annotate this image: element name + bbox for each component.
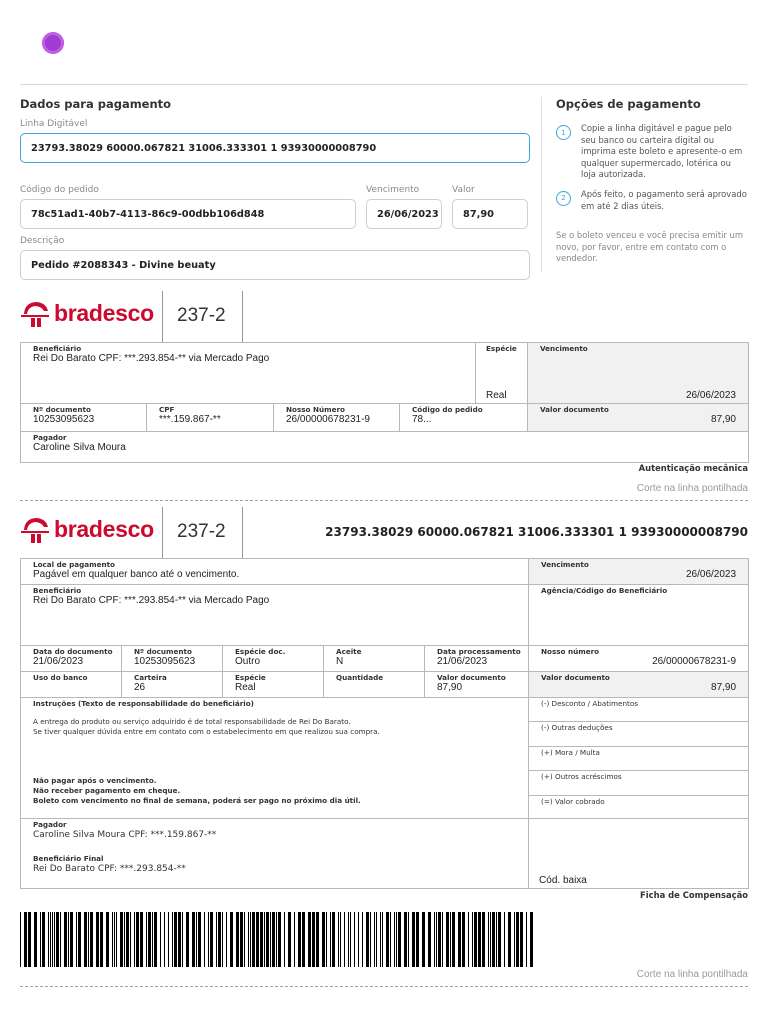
instrucoes-line: Se tiver qualquer dúvida entre em contato com o estabelecimento em que realizou sua compra. — [33, 726, 380, 736]
barcode-bar — [474, 912, 477, 967]
barcode-bar — [422, 912, 425, 967]
ndoc-label: Nº documento — [134, 647, 192, 656]
slip-aceite-cell — [324, 646, 425, 672]
vencimento-value: 26/06/2023 — [685, 568, 737, 580]
barcode-bar — [106, 912, 109, 967]
barcode-bar — [492, 912, 495, 967]
barcode-bar — [496, 912, 497, 967]
bank-code: 237-2 — [177, 305, 226, 326]
barcode-bar — [134, 912, 135, 967]
barcode-bar — [380, 912, 381, 967]
aceite-value: N — [336, 655, 344, 667]
barcode-bar — [208, 912, 209, 967]
beneficiario-label: Beneficiário — [33, 344, 82, 353]
bradesco-tree-icon — [20, 299, 50, 327]
barcode-bar — [54, 912, 55, 967]
pagador-value: Caroline Silva Moura CPF: ***.159.867-** — [33, 829, 217, 840]
slip-data-doc-cell — [21, 646, 122, 672]
slip-agencia-cell — [529, 585, 749, 646]
barcode-bar — [446, 912, 449, 967]
barcode-bar — [248, 912, 249, 967]
barcode-bar — [520, 912, 523, 967]
pagador-value: Caroline Silva Moura — [33, 441, 126, 453]
barcode-bar — [182, 912, 183, 967]
barcode-bar — [100, 912, 103, 967]
barcode-bar — [270, 912, 271, 967]
barcode-bar — [350, 912, 351, 967]
barcode-bar — [298, 912, 301, 967]
barcode-bar — [326, 912, 327, 967]
data-documento-label: Data do documento — [33, 647, 113, 656]
barcode-bar — [472, 912, 473, 967]
nosso-numero-label: Nosso Número — [286, 405, 345, 414]
payment-options-title: Opções de pagamento — [556, 97, 701, 111]
barcode-bar — [216, 912, 217, 967]
barcode-bar — [288, 912, 291, 967]
barcode-bar — [240, 912, 243, 967]
receipt-pagador-cell — [21, 432, 749, 463]
carteira-label: Carteira — [134, 673, 167, 682]
barcode-bar — [478, 912, 481, 967]
barcode-bar — [428, 912, 431, 967]
barcode-bar — [408, 912, 409, 967]
bank-logo — [20, 299, 154, 327]
slip-valor-doc-cell — [425, 672, 529, 698]
barcode-bar — [192, 912, 195, 967]
cpf-value: ***.159.867-** — [159, 413, 221, 425]
barcode-bar — [340, 912, 341, 967]
receipt-beneficiario-cell — [21, 343, 476, 404]
barcode-bar — [186, 912, 189, 967]
autenticacao-mecanica-label: Autenticação mecânica — [638, 463, 748, 473]
barcode-bar — [60, 912, 61, 967]
barcode-bar — [452, 912, 455, 967]
valor-field[interactable] — [452, 199, 528, 229]
desconto-label: (-) Desconto / Abatimentos — [541, 699, 638, 708]
slip-table — [20, 558, 749, 889]
slip-uso-banco-cell — [21, 672, 122, 698]
receipt-ndoc-cell — [21, 404, 147, 432]
barcode-bar — [76, 912, 77, 967]
barcode-bar — [230, 912, 233, 967]
quantidade-label: Quantidade — [336, 673, 384, 682]
barcode-bar — [116, 912, 117, 967]
barcode-bar — [338, 912, 339, 967]
barcode-bar — [374, 912, 375, 967]
barcode-bar — [482, 912, 485, 967]
barcode-bar — [278, 912, 281, 967]
pedido-label: Código do pedido — [412, 405, 483, 414]
barcode-bar — [96, 912, 99, 967]
cut-line-label: Corte na linha pontilhada — [636, 483, 748, 494]
pedido-value: 78... — [412, 413, 432, 425]
barcode-bar — [154, 912, 157, 967]
receipt-especie-cell — [476, 343, 528, 404]
slip-quantidade-cell — [324, 672, 425, 698]
beneficiario-label: Beneficiário — [33, 586, 82, 595]
barcode-bar — [330, 912, 331, 967]
barcode-bar — [526, 912, 527, 967]
ndoc-value: 10253095623 — [134, 655, 196, 667]
barcode — [20, 912, 536, 967]
descricao-field[interactable] — [20, 250, 530, 280]
barcode-bar — [498, 912, 501, 967]
barcode-bar — [366, 912, 369, 967]
slip-pagador-cell — [21, 819, 529, 889]
data-processamento-label: Data processamento — [437, 647, 521, 656]
receipt-cpf-cell — [147, 404, 274, 432]
slip-data-proc-cell — [425, 646, 529, 672]
especie-value: Real — [235, 681, 256, 693]
header-divider — [242, 507, 243, 559]
bradesco-tree-icon — [20, 515, 50, 543]
carteira-value: 26 — [134, 681, 146, 693]
barcode-bar — [168, 912, 169, 967]
slip-local-cell — [21, 559, 529, 585]
barcode-bar — [198, 912, 201, 967]
slip-linha-digitavel[interactable]: 23793.38029 60000.067821 31006.333301 1 93930000008790 — [325, 525, 748, 539]
slip-instrucoes-cell — [21, 698, 529, 819]
payment-data-section — [20, 97, 530, 280]
especie-doc-value: Outro — [235, 655, 261, 667]
barcode-bar — [70, 912, 73, 967]
cod-baixa-label: Cód. baixa — [539, 874, 587, 886]
barcode-bar — [140, 912, 143, 967]
step-number: 2 — [556, 191, 571, 206]
ndoc-label: Nº documento — [33, 405, 91, 414]
barcode-bar — [244, 912, 245, 967]
especie-value: Real — [486, 389, 507, 401]
vencimento-value: 26/06/2023 — [685, 389, 736, 401]
data-processamento-value: 21/06/2023 — [437, 655, 488, 667]
header-divider — [162, 291, 163, 343]
instrucoes-line: A entrega do produto ou serviço adquirido é de total responsabilidade de Rei Do Barato. — [33, 716, 351, 726]
barcode-bar — [442, 912, 443, 967]
barcode-bar — [196, 912, 197, 967]
barcode-bar — [294, 912, 295, 967]
barcode-bar — [382, 912, 383, 967]
instrucoes-label: Instruções (Texto de responsabilidade do beneficiário) — [33, 699, 254, 708]
barcode-bar — [462, 912, 465, 967]
barcode-bar — [88, 912, 89, 967]
linha-digitavel-value: 23793.38029 60000.067821 31006.333301 1 93930000008790 — [31, 142, 377, 154]
barcode-bar — [90, 912, 93, 967]
slip-valor-cobrado-cell — [529, 796, 749, 819]
bank-name: bradesco — [54, 300, 154, 326]
barcode-bar — [222, 912, 223, 967]
slip-especie-cell — [223, 672, 324, 698]
vencimento-label: Vencimento — [540, 344, 588, 353]
barcode-bar — [436, 912, 437, 967]
barcode-bar — [284, 912, 285, 967]
barcode-bar — [354, 912, 355, 967]
barcode-bar — [174, 912, 177, 967]
barcode-bar — [416, 912, 419, 967]
receipt-valor-cell — [528, 404, 749, 432]
merchant-logo — [42, 32, 64, 54]
barcode-bar — [508, 912, 511, 967]
barcode-bar — [218, 912, 221, 967]
barcode-bar — [362, 912, 363, 967]
barcode-bar — [438, 912, 441, 967]
header-divider — [162, 507, 163, 559]
valor-label: Valor — [452, 185, 475, 195]
data-documento-value: 21/06/2023 — [33, 655, 84, 667]
valor-documento-label: Valor documento — [540, 405, 609, 414]
local-pagamento-value: Pagável em qualquer banco até o vencimento. — [33, 568, 240, 580]
valor-documento-value: 87,90 — [711, 681, 737, 693]
barcode-bar — [136, 912, 139, 967]
beneficiario-value: Rei Do Barato CPF: ***.293.854-** via Mercado Pago — [33, 352, 270, 364]
barcode-bar — [348, 912, 349, 967]
aviso-line: Não pagar após o vencimento. — [33, 776, 157, 786]
barcode-bar — [52, 912, 53, 967]
barcode-bar — [236, 912, 239, 967]
barcode-bar — [450, 912, 451, 967]
uso-banco-label: Uso do banco — [33, 673, 88, 682]
slip-carteira-cell — [122, 672, 223, 698]
barcode-bar — [390, 912, 391, 967]
outras-deducoes-label: (-) Outras deduções — [541, 723, 613, 732]
receipt-pedido-cell — [400, 404, 528, 432]
barcode-bar — [114, 912, 115, 967]
barcode-bar — [64, 912, 67, 967]
barcode-bar — [130, 912, 131, 967]
barcode-bar — [256, 912, 259, 967]
barcode-bar — [172, 912, 173, 967]
bank-logo — [20, 515, 154, 543]
pedido-field[interactable] — [20, 199, 356, 229]
barcode-bar — [398, 912, 401, 967]
slip-beneficiario-cell — [21, 585, 529, 646]
barcode-bar — [210, 912, 213, 967]
step-text: Copie a linha digitável e pague pelo seu banco ou carteira digital ou imprima este boleto e apresente-o em qualquer supermercado, lotérica ou loja autorizada. — [581, 123, 743, 180]
barcode-bar — [490, 912, 491, 967]
barcode-bar — [370, 912, 371, 967]
barcode-bar — [376, 912, 377, 967]
barcode-bar — [516, 912, 519, 967]
barcode-bar — [276, 912, 277, 967]
barcode-bar — [488, 912, 489, 967]
valor-documento-label: Valor documento — [437, 673, 506, 682]
receipt-nosso-cell — [274, 404, 400, 432]
pedido-value: 78c51ad1-40b7-4113-86c9-00dbb106d848 — [31, 208, 265, 220]
cut-line — [20, 986, 748, 987]
linha-digitavel-label: Linha Digitável — [20, 119, 88, 129]
barcode-bar — [504, 912, 505, 967]
vencimento-value: 26/06/2023 — [377, 208, 439, 220]
option-step — [556, 189, 748, 212]
barcode-bar — [252, 912, 255, 967]
barcode-bar — [42, 912, 45, 967]
step-number: 1 — [556, 125, 571, 140]
barcode-bar — [468, 912, 469, 967]
nosso-numero-label: Nosso número — [541, 647, 600, 656]
vencimento-label: Vencimento — [541, 560, 589, 569]
barcode-bar — [78, 912, 81, 967]
barcode-bar — [120, 912, 123, 967]
receipt-table — [20, 342, 749, 463]
barcode-bar — [126, 912, 129, 967]
barcode-bar — [160, 912, 161, 967]
barcode-bar — [394, 912, 395, 967]
barcode-bar — [316, 912, 319, 967]
local-pagamento-label: Local de pagamento — [33, 560, 115, 569]
barcode-bar — [204, 912, 205, 967]
slip-desconto-cell — [529, 698, 749, 722]
header-divider — [242, 291, 243, 343]
barcode-bar — [322, 912, 325, 967]
barcode-bar — [530, 912, 533, 967]
especie-label: Espécie — [486, 344, 517, 353]
barcode-bar — [344, 912, 345, 967]
valor-cobrado-label: (=) Valor cobrado — [541, 797, 605, 806]
barcode-bar — [178, 912, 181, 967]
barcode-bar — [40, 912, 41, 967]
aviso-line: Não receber pagamento em cheque. — [33, 786, 181, 796]
barcode-bar — [164, 912, 165, 967]
aceite-label: Aceite — [336, 647, 362, 656]
barcode-bar — [396, 912, 397, 967]
barcode-bar — [332, 912, 335, 967]
cut-line-label: Corte na linha pontilhada — [636, 969, 748, 980]
vencimento-label: Vencimento — [366, 185, 420, 195]
valor-value: 87,90 — [463, 208, 494, 220]
slip-mora-cell — [529, 747, 749, 771]
slip-nosso-cell — [529, 646, 749, 672]
slip-cod-baixa-cell — [529, 819, 749, 889]
slip-bank-header — [20, 507, 748, 559]
mora-multa-label: (+) Mora / Multa — [541, 748, 600, 757]
barcode-bar — [112, 912, 113, 967]
barcode-bar — [148, 912, 151, 967]
barcode-bar — [56, 912, 59, 967]
vencimento-field[interactable] — [366, 199, 442, 229]
barcode-bar — [124, 912, 125, 967]
barcode-bar — [146, 912, 147, 967]
nosso-numero-value: 26/00000678231-9 — [286, 413, 370, 425]
barcode-bar — [272, 912, 275, 967]
barcode-bar — [152, 912, 153, 967]
barcode-bar — [68, 912, 69, 967]
ficha-compensacao-label: Ficha de Compensação — [640, 890, 748, 900]
slip-ndoc-cell — [122, 646, 223, 672]
barcode-bar — [226, 912, 227, 967]
barcode-bar — [386, 912, 389, 967]
barcode-bar — [250, 912, 251, 967]
barcode-bar — [458, 912, 461, 967]
payment-data-title: Dados para pagamento — [20, 97, 172, 111]
slip-especie-doc-cell — [223, 646, 324, 672]
option-step — [556, 123, 748, 181]
barcode-bar — [434, 912, 435, 967]
barcode-bar — [34, 912, 37, 967]
beneficiario-final-label: Beneficiário Final — [33, 854, 104, 864]
barcode-bar — [28, 912, 31, 967]
step-text: Após feito, o pagamento será aprovado em até 2 dias úteis. — [581, 188, 747, 211]
slip-acrescimos-cell — [529, 771, 749, 796]
slip-valor-doc2-cell — [529, 672, 749, 698]
barcode-bar — [24, 912, 27, 967]
beneficiario-value: Rei Do Barato CPF: ***.293.854-** via Mercado Pago — [33, 594, 270, 606]
barcode-bar — [50, 912, 51, 967]
pedido-label: Código do pedido — [20, 185, 99, 195]
bank-name: bradesco — [54, 516, 154, 542]
barcode-bar — [358, 912, 359, 967]
section-divider — [541, 97, 542, 272]
barcode-bar — [260, 912, 263, 967]
top-divider — [20, 84, 748, 85]
pagador-label: Pagador — [33, 820, 67, 829]
outros-acrescimos-label: (+) Outros acréscimos — [541, 772, 622, 781]
slip-vencimento-cell — [529, 559, 749, 585]
barcode-bar — [308, 912, 311, 967]
barcode-bar — [84, 912, 87, 967]
slip-outras-deducoes-cell — [529, 722, 749, 747]
barcode-bar — [20, 912, 21, 967]
bank-code: 237-2 — [177, 521, 226, 542]
barcode-bar — [312, 912, 315, 967]
receipt-bank-header — [20, 291, 748, 343]
valor-documento-label: Valor documento — [541, 673, 610, 682]
nosso-numero-value: 26/00000678231-9 — [652, 655, 737, 667]
expired-note: Se o boleto venceu e você precisa emitir um novo, por favor, entre em contato com o vendedor. — [556, 230, 744, 264]
beneficiario-final-value: Rei Do Barato CPF: ***.293.854-** — [33, 863, 186, 874]
descricao-value: Pedido #2088343 - Divine beuaty — [31, 259, 216, 271]
ndoc-value: 10253095623 — [33, 413, 95, 425]
cpf-label: CPF — [159, 405, 175, 414]
cut-line — [20, 500, 748, 501]
receipt-vencimento-cell — [528, 343, 749, 404]
valor-documento-value: 87,90 — [437, 681, 463, 693]
agencia-label: Agência/Código do Beneficiário — [541, 586, 668, 595]
barcode-bar — [514, 912, 515, 967]
barcode-bar — [412, 912, 415, 967]
aviso-line: Boleto com vencimento no final de semana, poderá ser pago no próximo dia útil. — [33, 795, 361, 805]
pagador-label: Pagador — [33, 433, 67, 442]
barcode-bar — [264, 912, 265, 967]
barcode-bar — [48, 912, 49, 967]
valor-documento-value: 87,90 — [710, 413, 736, 425]
especie-label: Espécie — [235, 673, 266, 682]
linha-digitavel-field[interactable] — [20, 133, 530, 163]
especie-doc-label: Espécie doc. — [235, 647, 286, 656]
barcode-bar — [266, 912, 269, 967]
payment-options-section — [556, 97, 748, 265]
barcode-bar — [404, 912, 407, 967]
descricao-label: Descrição — [20, 236, 65, 246]
barcode-bar — [302, 912, 305, 967]
